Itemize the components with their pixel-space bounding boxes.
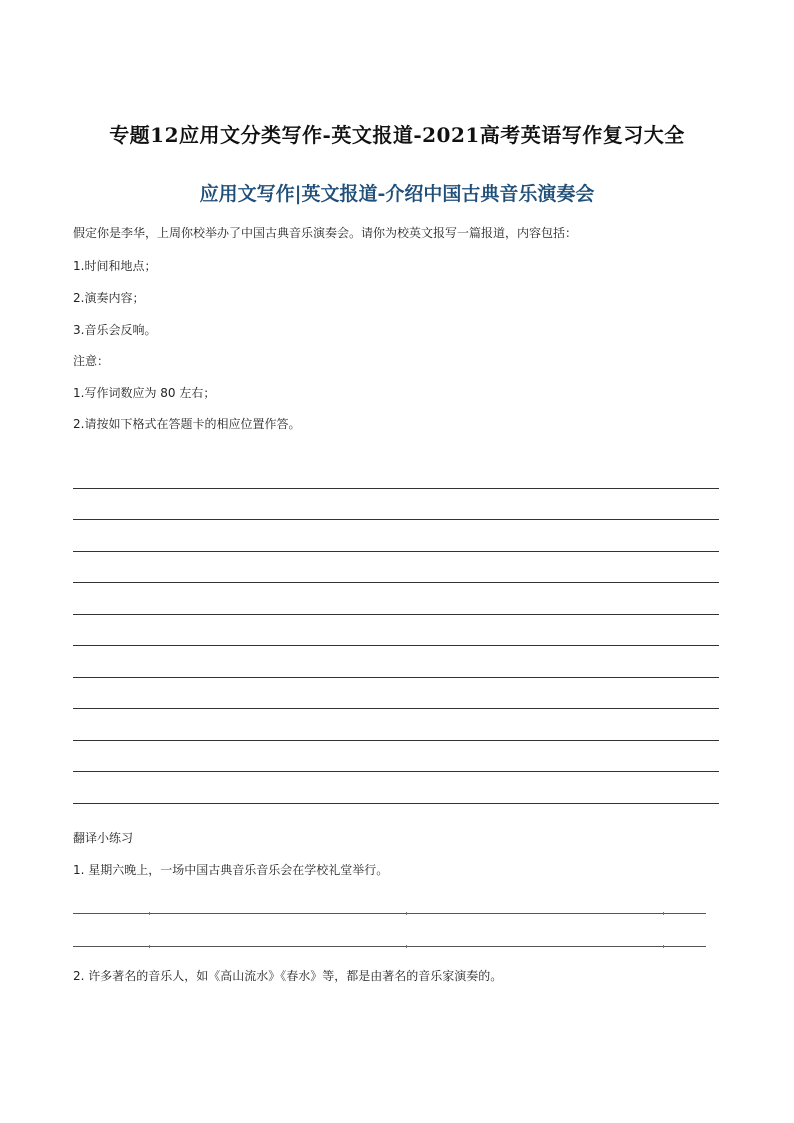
point-content: 2.演奏内容； bbox=[73, 291, 145, 305]
practice-answer-line-2[interactable] bbox=[73, 946, 706, 947]
page-title: 专题12应用文分类写作-英文报道-2021高考英语写作复习大全 bbox=[109, 123, 685, 147]
answer-line[interactable] bbox=[73, 646, 719, 678]
practice-answer-line-1[interactable] bbox=[73, 913, 706, 914]
answer-line[interactable] bbox=[73, 552, 719, 584]
answer-line[interactable] bbox=[73, 520, 719, 552]
point-response: 3.音乐会反响。 bbox=[73, 323, 157, 337]
prompt-text: 假定你是李华，上周你校举办了中国古典音乐演奏会。请你为校英文报写一篇报道，内容包括： bbox=[73, 226, 578, 240]
line-tick bbox=[149, 945, 150, 948]
answer-line[interactable] bbox=[73, 615, 719, 647]
answer-line[interactable] bbox=[73, 709, 719, 741]
answer-line[interactable] bbox=[73, 583, 719, 615]
answer-line[interactable] bbox=[73, 772, 719, 804]
practice-item-1: 1. 星期六晚上，一场中国古典音乐音乐会在学校礼堂举行。 bbox=[73, 863, 389, 877]
note-word-count: 1.写作词数应为 80 左右； bbox=[73, 386, 216, 400]
line-tick bbox=[663, 912, 664, 915]
line-tick bbox=[663, 945, 664, 948]
practice-item-2: 2. 许多著名的音乐人，如《高山流水》《春水》等，都是由著名的音乐家演奏的。 bbox=[73, 969, 503, 983]
answer-line[interactable] bbox=[73, 489, 719, 521]
line-tick bbox=[406, 945, 407, 948]
answer-line[interactable] bbox=[73, 457, 719, 489]
line-tick bbox=[406, 912, 407, 915]
answer-line[interactable] bbox=[73, 741, 719, 773]
subtitle: 应用文写作|英文报道-介绍中国古典音乐演奏会 bbox=[199, 183, 595, 205]
practice-heading: 翻译小练习 bbox=[73, 831, 134, 845]
answer-line[interactable] bbox=[73, 678, 719, 710]
answer-area[interactable] bbox=[73, 457, 719, 804]
note-format: 2.请按如下格式在答题卡的相应位置作答。 bbox=[73, 417, 301, 431]
line-tick bbox=[149, 912, 150, 915]
point-time-place: 1.时间和地点； bbox=[73, 259, 157, 273]
notes-heading: 注意： bbox=[73, 354, 110, 368]
